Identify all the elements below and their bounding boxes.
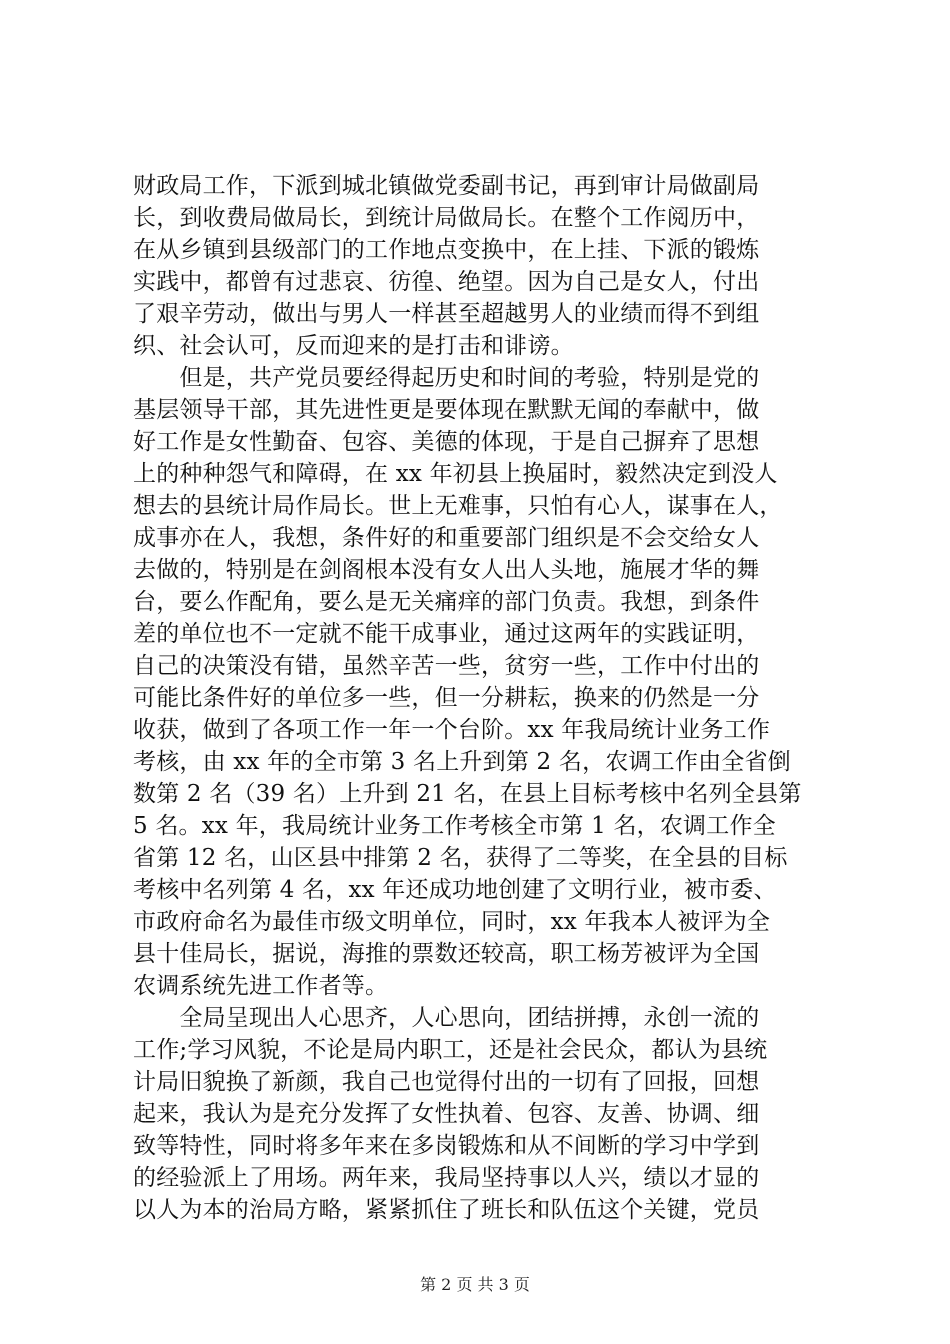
text-line: 了艰辛劳动，做出与男人一样甚至超越男人的业绩而得不到组 <box>133 301 760 327</box>
text-line: 去做的，特别是在剑阁根本没有女人出人头地，施展才华的舞 <box>133 557 760 583</box>
text-line: 上的种种怨气和障碍，在 xx 年初县上换届时，毅然决定到没人 <box>133 461 778 487</box>
text-line: 以人为本的治局方略，紧紧抓住了班长和队伍这个关键，党员 <box>133 1197 760 1223</box>
text-line: 县十佳局长，据说，海推的票数还较高，职工杨芳被评为全国 <box>133 941 760 967</box>
text-line: 自己的决策没有错，虽然辛苦一些，贫穷一些，工作中付出的 <box>133 653 760 679</box>
text-line: 成事亦在人，我想，条件好的和重要部门组织是不会交给女人 <box>133 525 760 551</box>
text-line: 数第 2 名（39 名）上升到 21 名，在县上目标考核中名列全县第 <box>133 781 802 807</box>
text-line: 在从乡镇到县级部门的工作地点变换中，在上挂、下派的锻炼 <box>133 237 760 263</box>
page-number: 第 2 页 共 3 页 <box>420 1275 530 1294</box>
text-line: 长，到收费局做局长，到统计局做局长。在整个工作阅历中， <box>133 205 760 231</box>
page-footer <box>0 1275 950 1295</box>
text-line: 想去的县统计局作局长。世上无难事，只怕有心人，谋事在人， <box>133 493 783 519</box>
text-line: 农调系统先进工作者等。 <box>133 973 389 999</box>
text-line: 考核中名列第 4 名，xx 年还成功地创建了文明行业，被市委、 <box>133 877 777 903</box>
text-line: 5 名。xx 年，我局统计业务工作考核全市第 1 名，农调工作全 <box>133 813 776 839</box>
text-line: 好工作是女性勤奋、包容、美德的体现，于是自己摒弃了思想 <box>133 429 760 455</box>
text-line: 收获，做到了各项工作一年一个台阶。xx 年我局统计业务工作 <box>133 717 771 743</box>
text-line: 计局旧貌换了新颜，我自己也觉得付出的一切有了回报，回想 <box>133 1069 760 1095</box>
text-line: 财政局工作，下派到城北镇做党委副书记，再到审计局做副局 <box>133 173 760 199</box>
body-text <box>133 170 853 1226</box>
text-line: 考核，由 xx 年的全市第 3 名上升到第 2 名，农调工作由全省倒 <box>133 749 791 775</box>
text-line: 实践中，都曾有过悲哀、彷徨、绝望。因为自己是女人，付出 <box>133 269 760 295</box>
text-line: 全局呈现出人心思齐，人心思向，团结拼搏，永创一流的 <box>133 1005 760 1031</box>
text-line: 的经验派上了用场。两年来，我局坚持事以人兴，绩以才显的 <box>133 1165 760 1191</box>
text-line: 起来，我认为是充分发挥了女性执着、包容、友善、协调、细 <box>133 1101 760 1127</box>
text-line: 致等特性，同时将多年来在多岗锻炼和从不间断的学习中学到 <box>133 1133 760 1159</box>
text-line: 省第 12 名，山区县中排第 2 名，获得了二等奖，在全县的目标 <box>133 845 788 871</box>
text-line: 市政府命名为最佳市级文明单位，同时，xx 年我本人被评为全 <box>133 909 771 935</box>
text-line: 台，要么作配角，要么是无关痛痒的部门负责。我想，到条件 <box>133 589 760 615</box>
text-line: 基层领导干部，其先进性更是要体现在默默无闻的奉献中，做 <box>133 397 760 423</box>
text-line: 可能比条件好的单位多一些，但一分耕耘，换来的仍然是一分 <box>133 685 760 711</box>
text-line: 但是，共产党员要经得起历史和时间的考验，特别是党的 <box>133 365 760 391</box>
text-line: 差的单位也不一定就不能干成事业，通过这两年的实践证明， <box>133 621 760 647</box>
text-line: 织、社会认可，反而迎来的是打击和诽谤。 <box>133 333 574 359</box>
text-line: 工作;学习风貌，不论是局内职工，还是社会民众，都认为县统 <box>133 1037 768 1063</box>
